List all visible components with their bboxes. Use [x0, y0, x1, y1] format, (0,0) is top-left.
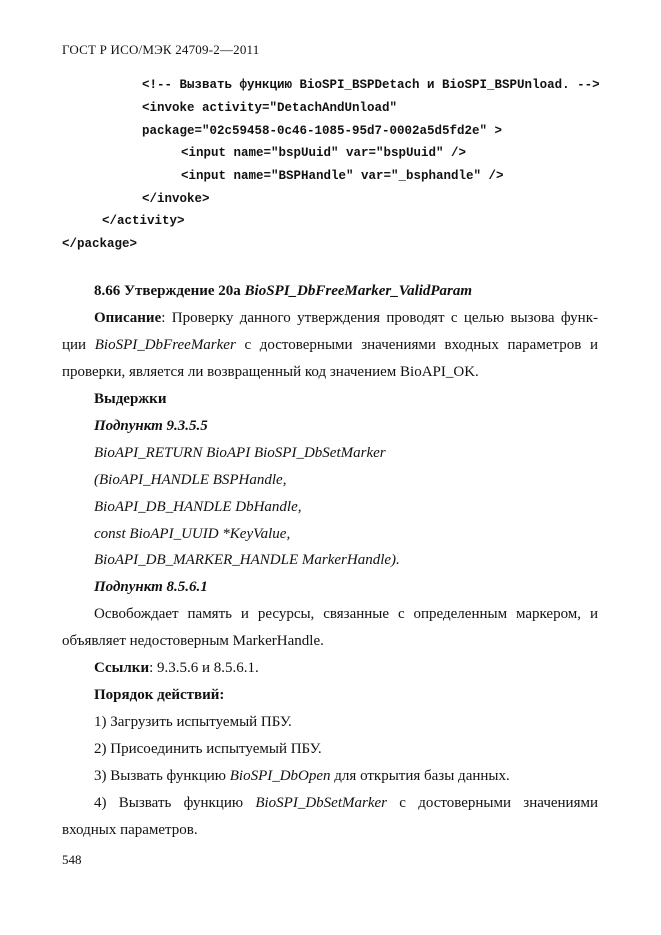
excerpts-label: Выдержки	[94, 391, 167, 407]
signature-line-4: const BioAPI_UUID *KeyValue,	[94, 526, 291, 542]
code-input-bsphandle-line: <input name="BSPHandle" var="_bsphandle" />	[181, 169, 504, 183]
section-title-italic: BioSPI_DbFreeMarker_ValidParam	[244, 283, 473, 299]
subclause-2-label: Подпункт 8.5.6.1	[94, 579, 208, 595]
subclause-2-line-1: Освобождает память и ресурсы, связанные с определенным маркером, и	[94, 606, 598, 622]
description-label: Описание	[94, 310, 162, 326]
procedure-step-4-line-2: входных параметров.	[62, 822, 198, 838]
procedure-step-4-function: BioSPI_DbSetMarker	[255, 795, 387, 811]
procedure-step-3-pre: 3) Вызвать функцию	[94, 768, 230, 784]
function-name: BioSPI_DbFreeMarker	[94, 337, 236, 353]
code-package-line: package="02c59458-0c46-1085-95d7-0002a5d5fd2e" >	[142, 124, 503, 138]
signature-line-3: BioAPI_DB_HANDLE DbHandle,	[94, 499, 302, 515]
description-line-2	[62, 337, 598, 354]
references-text: : 9.3.5.6 и 8.5.6.1.	[149, 660, 259, 676]
subclause-1-label: Подпункт 9.3.5.5	[94, 418, 208, 434]
code-package-close-line: </package>	[62, 237, 138, 251]
procedure-step-4-pre: 4) Вызвать функцию	[94, 795, 256, 811]
description-text: : Проверку данного утверждения проводят с целью вызова функ-	[161, 310, 598, 326]
references-line	[94, 660, 259, 677]
description-line-2-pre: ции	[62, 337, 95, 353]
procedure-step-3	[94, 768, 510, 785]
subclause-2-line-2: объявляет недостоверным MarkerHandle.	[62, 633, 324, 649]
procedure-step-1: 1) Загрузить испытуемый ПБУ.	[94, 714, 292, 730]
signature-line-1: BioAPI_RETURN BioAPI BioSPI_DbSetMarker	[94, 445, 386, 461]
code-comment-line: <!-- Вызвать функцию BioSPI_BSPDetach и BioSPI_BSPUnload. -->	[142, 78, 600, 92]
description-line-3: проверки, является ли возвращенный код значением BioAPI_OK.	[62, 364, 479, 380]
references-label: Ссылки	[94, 660, 150, 676]
procedure-step-3-function: BioSPI_DbOpen	[229, 768, 331, 784]
description-line-1	[94, 310, 598, 327]
code-input-bspuuid-line: <input name="bspUuid" var="bspUuid" />	[181, 146, 467, 160]
procedure-step-3-post: для открытия базы данных.	[330, 768, 510, 784]
code-invoke-close-line: </invoke>	[142, 192, 210, 206]
procedure-step-2: 2) Присоединить испытуемый ПБУ.	[94, 741, 322, 757]
procedure-step-4	[94, 795, 598, 812]
page-number: 548	[62, 852, 82, 867]
section-number-title: 8.66 Утверждение 20а	[94, 283, 241, 299]
procedure-label: Порядок действий:	[94, 687, 225, 703]
document-header: ГОСТ Р ИСО/МЭК 24709-2—2011	[62, 42, 260, 57]
description-line-2-post: с достоверными значениями входных параметров и	[235, 337, 598, 353]
signature-line-2: (BioAPI_HANDLE BSPHandle,	[94, 472, 287, 488]
signature-line-5: BioAPI_DB_MARKER_HANDLE MarkerHandle).	[94, 552, 400, 568]
code-activity-close-line: </activity>	[102, 214, 185, 228]
code-invoke-open-line: <invoke activity="DetachAndUnload"	[142, 101, 398, 115]
section-heading	[94, 283, 472, 300]
procedure-step-4-post: с достоверными значениями	[386, 795, 598, 811]
